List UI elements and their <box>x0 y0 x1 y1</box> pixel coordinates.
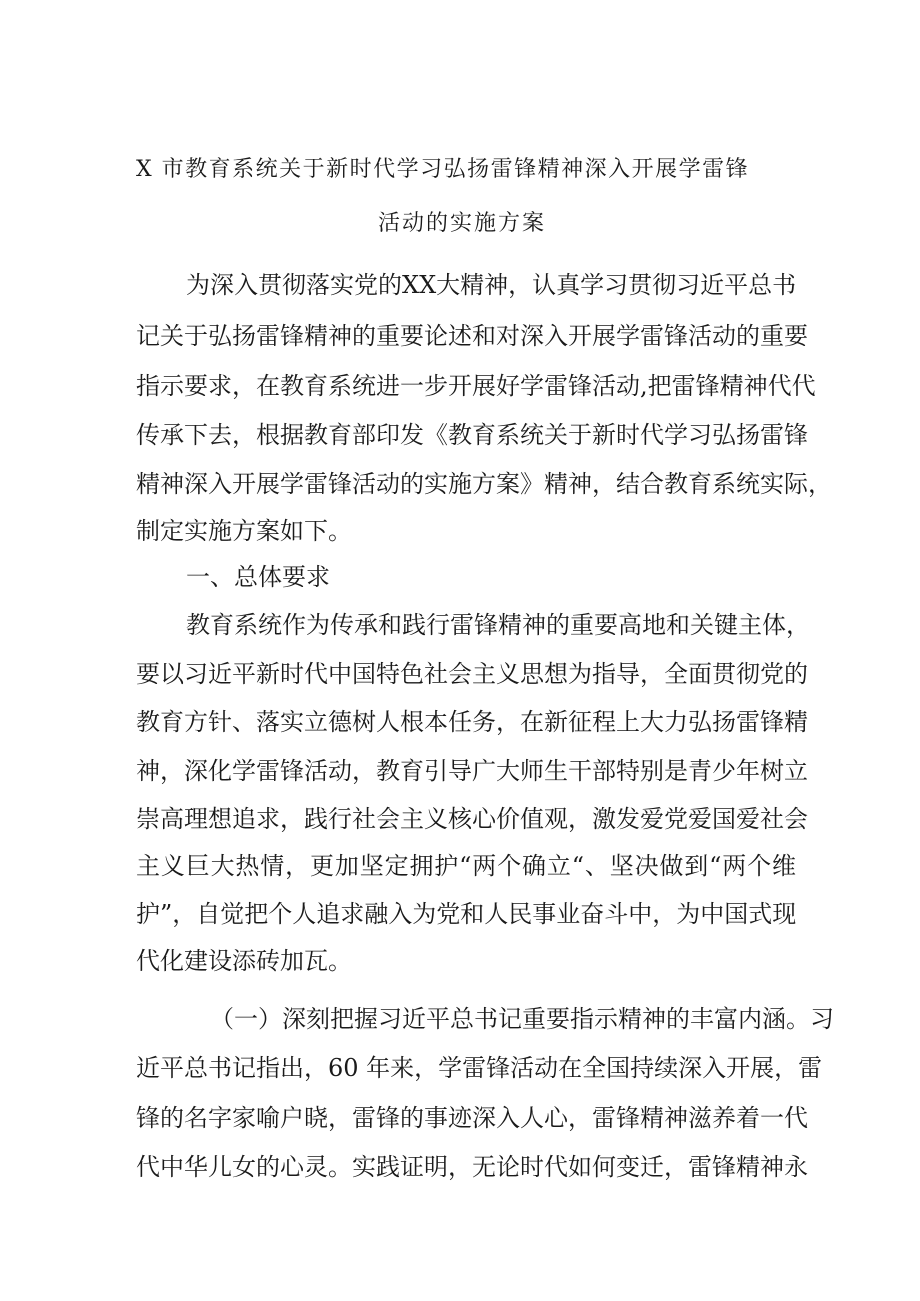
paragraph-line: 制定实施方案如下。 <box>136 517 352 545</box>
paragraph-line: 精神深入开展学雷锋活动的实施方案》精神，结合教育系统实际， <box>136 470 832 498</box>
document-title-line-2: 活动的实施方案 <box>378 211 547 236</box>
paragraph-line: 传承下去，根据教育部印发《教育系统关于新时代学习弘扬雷锋 <box>136 421 808 449</box>
paragraph-line: 要以习近平新时代中国特色社会主义思想为指导，全面贯彻党的 <box>136 660 808 688</box>
paragraph-line: 神，深化学雷锋活动，教育引导广大师生干部特别是青少年树立 <box>136 757 808 785</box>
paragraph-line: 记关于弘扬雷锋精神的重要论述和对深入开展学雷锋活动的重要 <box>136 322 808 350</box>
paragraph-line: 代化建设添砖加瓦。 <box>136 947 352 975</box>
document-title-line-1: X 市教育系统关于新时代学习弘扬雷锋精神深入开展学雷锋 <box>136 157 750 182</box>
paragraph-line: 代中华儿女的心灵。实践证明，无论时代如何变迁，雷锋精神永 <box>136 1153 808 1181</box>
section-heading: 一、总体要求 <box>186 563 330 591</box>
paragraph-line: 为深入贯彻落实党的XX大精神，认真学习贯彻习近平总书 <box>186 271 797 299</box>
paragraph-line: 主义巨大热情，更加坚定拥护“两个确立“、坚决做到“两个维 <box>136 852 796 880</box>
paragraph-line: 锋的名字家喻户晓，雷锋的事迹深入人心，雷锋精神滋养着一代 <box>136 1104 808 1132</box>
paragraph-line: 教育系统作为传承和践行雷锋精神的重要高地和关键主体， <box>186 611 810 639</box>
paragraph-line: 指示要求，在教育系统进一步开展好学雷锋活动,把雷锋精神代代 <box>136 372 816 400</box>
paragraph-line: 教育方针、落实立德树人根本任务，在新征程上大力弘扬雷锋精 <box>136 708 808 736</box>
paragraph-line: 崇高理想追求，践行社会主义核心价值观，激发爱党爱国爱社会 <box>136 805 808 833</box>
paragraph-line: （一）深刻把握习近平总书记重要指示精神的丰富内涵。习 <box>210 1005 834 1033</box>
paragraph-line: 护”，自觉把个人追求融入为党和人民事业奋斗中，为中国式现 <box>136 900 797 928</box>
paragraph-line: 近平总书记指出，60 年来，学雷锋活动在全国持续深入开展，雷 <box>136 1054 823 1082</box>
